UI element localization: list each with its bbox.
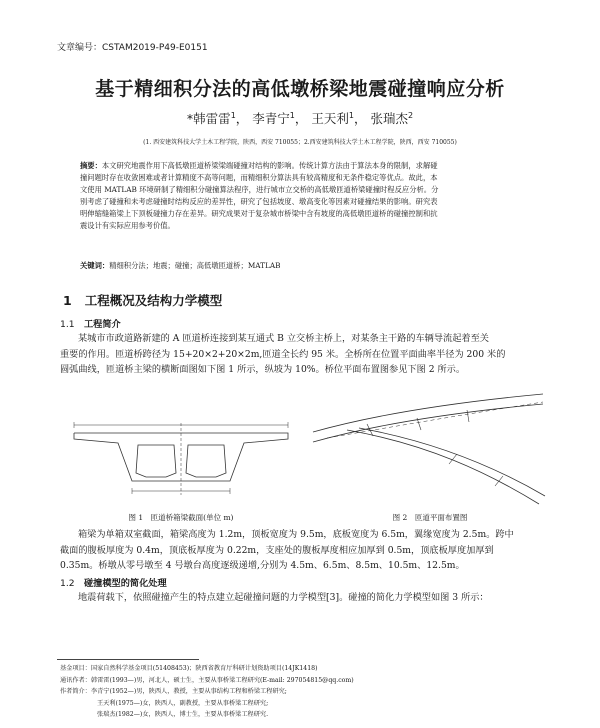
box-girder-drawing [66,415,296,505]
paragraph-section-detail: 箱梁为单箱双室截面，箱梁高度为 1.2m，顶板宽度为 9.5m，底板宽度为 6.5m，翼缘宽度为 2.5m。跨中 截面的腹板厚度为 0.4m，顶底板厚度为 0.22m，支座处的腹板厚度相应加厚到 0.5m，顶底板厚度加厚到 0.35m。桥墩从零号墩至 4 号墩台高度逐级递增,分别为 4.5m、6.5m、8.5m、10.5m、12.5m。 [60,529,514,571]
footnote-line: 基金项目：国家自然科学基金项目(51408453)；陕西省教育厅科研计划资助项目(14JK1418) [60,665,318,672]
subsection-heading: 1.2 碰撞模型的简化处理 [60,578,167,589]
abstract [80,160,520,233]
abstract-line: 文使用 MATLAB 环境研制了精细积分碰撞算法程序，进行城市立交桥的高低墩匝道桥梁碰撞时程反应分析。分 [80,185,439,195]
paragraph-intro: 某城市市政道路新建的 A 匝道桥连接到某互通式 B 立交桥主桥上，对某条主干路的车辆导流起着至关 重要的作用。匝道桥跨径为 15+20×2+20×2m,匝道全长约 95 米。全桥所在位置平面曲率半径为 200 米的 圆弧曲线，匝道桥主梁的横断面图如下图 1 所示，纵坡为 10%。桥位平面布置图参见下图 2 所示。 [60,333,506,375]
author: 李青宁$^1$ [252,110,295,126]
footnote-line: 作者简介：李青宁(1952—)男，陕西人，教授，主要从事结构工程和桥梁工程研究; [60,688,287,695]
section-heading: 1 工程概况及结构力学模型 [63,293,223,308]
author-list: *韩雷雷$^1$， 李青宁$^1$， 王天利$^1$， 张瑞杰$^2$ [186,110,414,126]
abstract-line: 震设计有实际应用参考价值。 [80,221,175,231]
figure-1-caption: 图 1 匝道桥箱梁截面(单位 m) [128,513,234,522]
figure-2-caption: 图 2 匝道平面布置图 [392,513,468,522]
author: *韩雷雷$^1$ [186,110,236,126]
keywords: 关键词：精细积分法；地震；碰撞；高低墩匝道桥；MATLAB [80,261,281,270]
footnote-line: 王天利(1975—)女，陕西人，副教授，主要从事桥梁工程研究; [97,699,269,707]
figure-2-plan-layout [307,388,547,508]
paragraph-collision-model: 地震荷载下，依照碰撞产生的特点建立起碰撞问题的力学模型[3]。碰撞的简化力学模型如图 3 所示： [78,592,489,603]
paper-title: 基于精细积分法的高低墩桥梁地震碰撞响应分析 [95,78,505,100]
author: 王天利$^1$ [311,110,354,126]
abstract-line: 别考虑了碰撞和未考虑碰撞时结构反应的差异性，研究了包括坡度、墩高变化等因素对碰撞结果的影响。研究表 [80,197,438,207]
abstract-line: 明伸缩缝箱梁上下顶板碰撞力存在差异。研究成果对于复杂城市桥梁中含有坡度的高低墩匝道桥的碰撞控制和抗 [80,209,438,219]
figure-1-cross-section [66,415,296,505]
affiliation: (1. 西安建筑科技大学土木工程学院，陕西，西安 710055；2.西安建筑科技大学土木工程学院，陕西，西安 710055) [143,139,457,146]
author: 张瑞杰$^2$ [370,110,414,126]
article-number: 文章编号：CSTAM2019-P49-E0151 [57,43,208,53]
footnote-line: 张瑞杰(1982—)女，陕西人，博士生，主要从事桥梁工程研究. [97,711,269,718]
plan-layout-drawing [307,388,547,508]
footnotes [60,663,354,721]
subsection-heading: 1.1 工程简介 [60,319,121,330]
footnote-line: 通讯作者：韩雷雷(1993—)男，河北人，硕士生，主要从事桥梁工程研究(E-mail: 297054815@qq.com) [60,676,354,684]
footnote-divider [57,659,199,660]
abstract-line: 撞问题时存在收敛困难或者计算精度不高等问题，而精细积分算法具有较高精度和无条件稳定等优点。故此，本 [80,173,438,183]
abstract-line: 摘要：本文研究地震作用下高低墩匝道桥梁梁端碰撞对结构的影响。传统计算方法由于算法本身的限制，求解碰 [80,161,438,170]
